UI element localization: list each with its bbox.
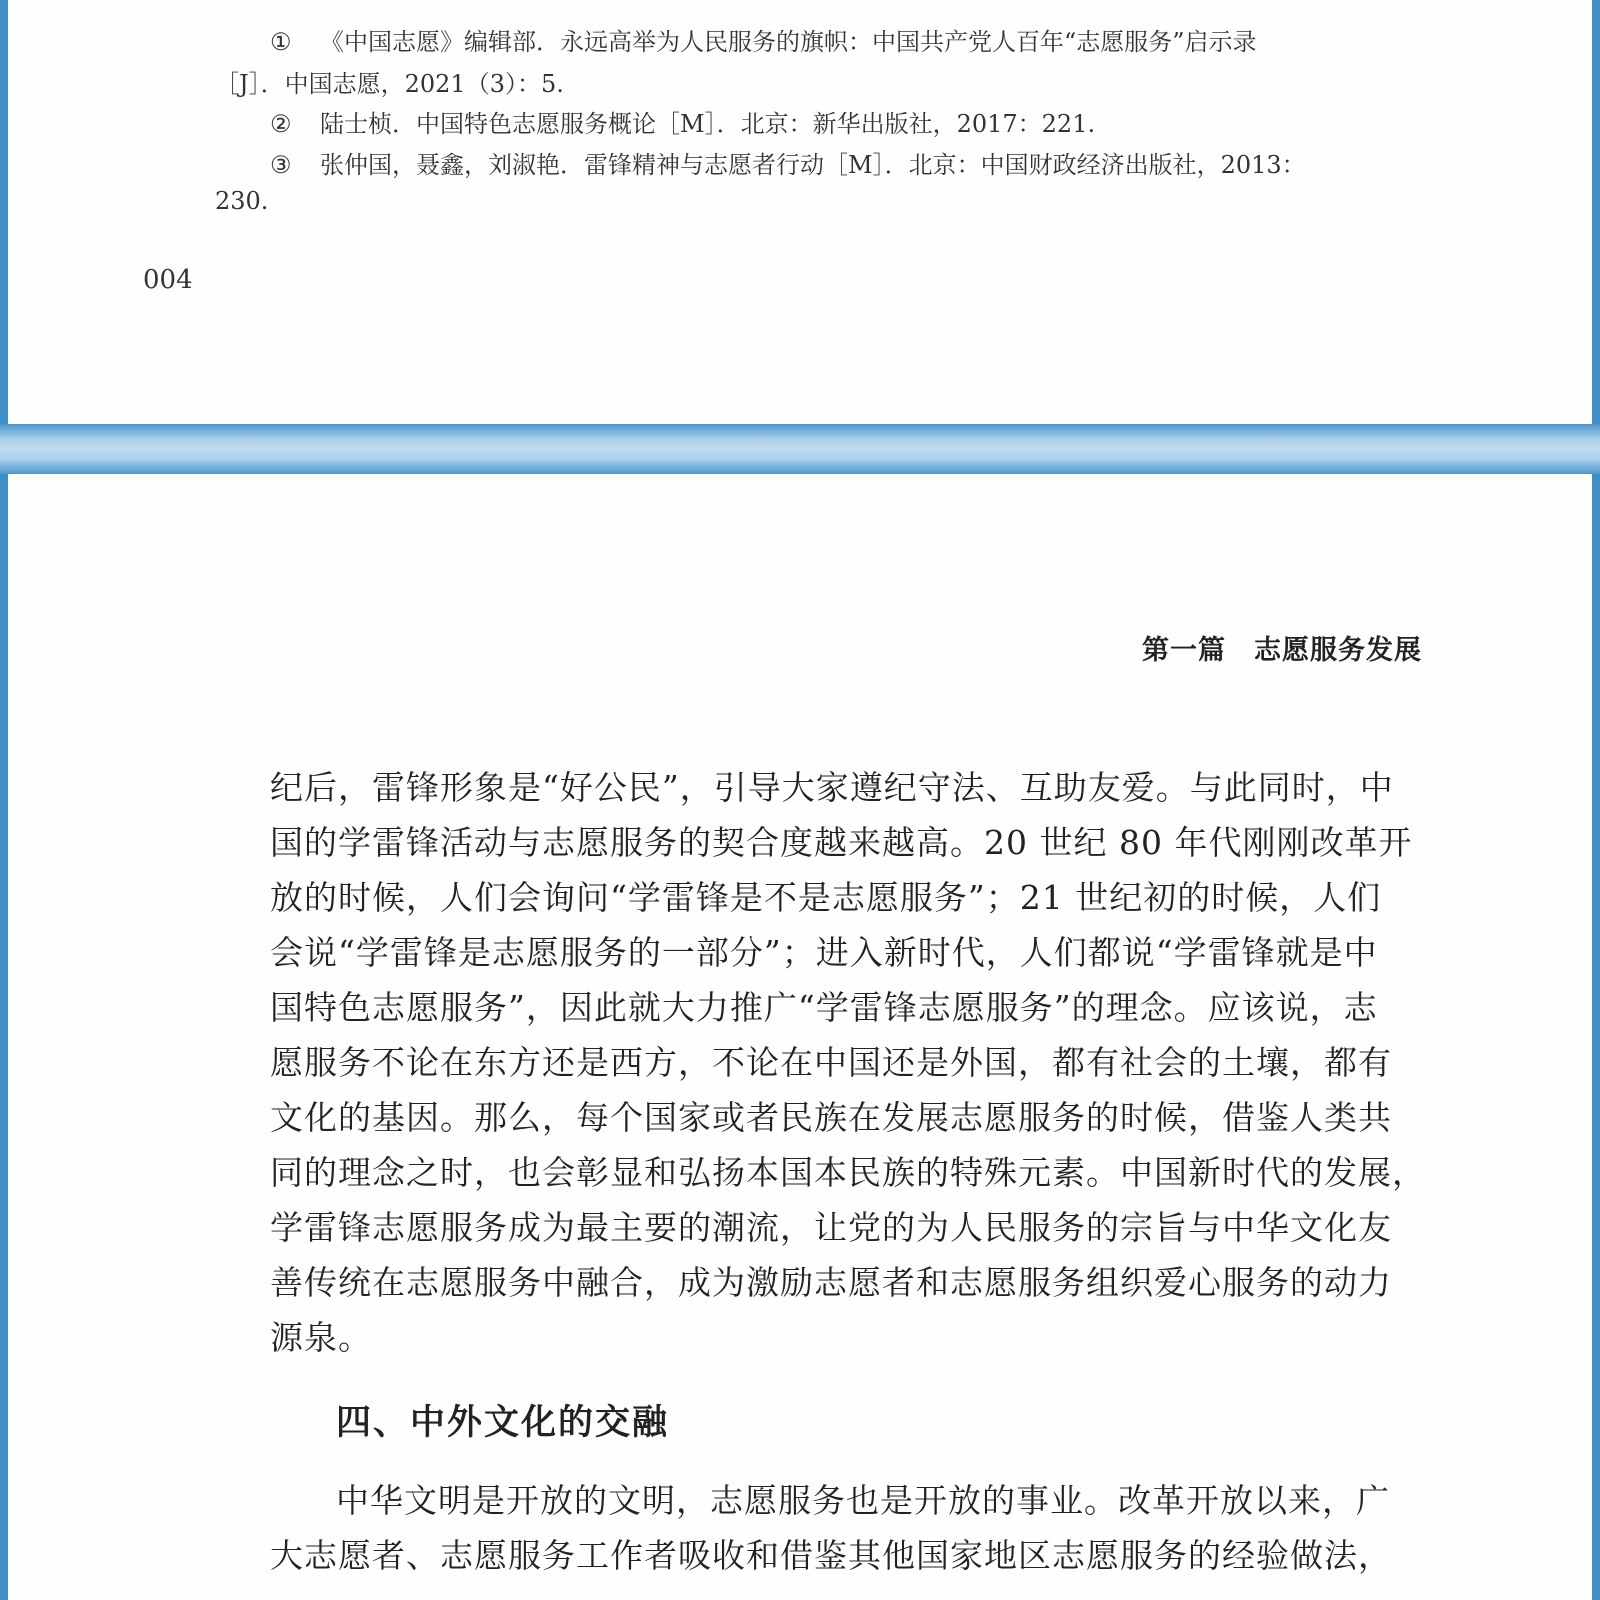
text-line: 会说“学雷锋是志愿服务的一部分”；进入新时代，人们都说“学雷锋就是中 xyxy=(270,933,1378,972)
text-line: 国的学雷锋活动与志愿服务的契合度越来越高。20 世纪 80 年代刚刚改革开 xyxy=(270,823,1413,862)
text-line: 国特色志愿服务”，因此就大力推广“学雷锋志愿服务”的理念。应该说，志 xyxy=(270,988,1378,1027)
text-line: 同的理念之时，也会彰显和弘扬本国本民族的特殊元素。中国新时代的发展， xyxy=(270,1153,1426,1192)
page-top xyxy=(8,0,1592,424)
text-line: 愿服务不论在东方还是西方，不论在中国还是外国，都有社会的土壤，都有 xyxy=(270,1043,1392,1082)
running-head: 第一篇 志愿服务发展 xyxy=(1142,635,1422,666)
footnote-continuation: ［J］．中国志愿，2021（3）：5. xyxy=(215,70,564,98)
section-heading: 四、中外文化的交融 xyxy=(336,1403,670,1443)
text-line: 源泉。 xyxy=(270,1318,372,1357)
footnote-marker: ③ xyxy=(270,151,292,179)
footnote-text: 张仲国，聂鑫，刘淑艳．雷锋精神与志愿者行动［M］．北京：中国财政经济出版社，2013： xyxy=(320,151,1306,179)
text-line: 学雷锋志愿服务成为最主要的潮流，让党的为人民服务的宗旨与中华文化友 xyxy=(270,1208,1392,1247)
text-line: 放的时候，人们会询问“学雷锋是不是志愿服务”；21 世纪初的时候，人们 xyxy=(270,878,1382,917)
text-line: 文化的基因。那么，每个国家或者民族在发展志愿服务的时候，借鉴人类共 xyxy=(270,1098,1392,1137)
page-bottom xyxy=(8,474,1592,1600)
page-number: 004 xyxy=(143,265,193,295)
footnote-continuation: 230. xyxy=(215,187,269,215)
text-line: 大志愿者、志愿服务工作者吸收和借鉴其他国家地区志愿服务的经验做法， xyxy=(270,1536,1392,1575)
text-line: 善传统在志愿服务中融合，成为激励志愿者和志愿服务组织爱心服务的动力 xyxy=(270,1263,1392,1302)
footnote-text: 陆士桢．中国特色志愿服务概论［M］．北京：新华出版社，2017：221. xyxy=(320,110,1096,138)
footnote-marker: ② xyxy=(270,110,292,138)
text-line: 中华文明是开放的文明，志愿服务也是开放的事业。改革开放以来，广 xyxy=(336,1481,1390,1520)
footnote-text: 《中国志愿》编辑部．永远高举为人民服务的旗帜：中国共产党人百年“志愿服务”启示录 xyxy=(320,28,1257,56)
text-line: 纪后，雷锋形象是“好公民”，引导大家遵纪守法、互助友爱。与此同时，中 xyxy=(270,768,1394,807)
page-divider xyxy=(0,424,1600,474)
footnote-marker: ① xyxy=(270,28,292,56)
